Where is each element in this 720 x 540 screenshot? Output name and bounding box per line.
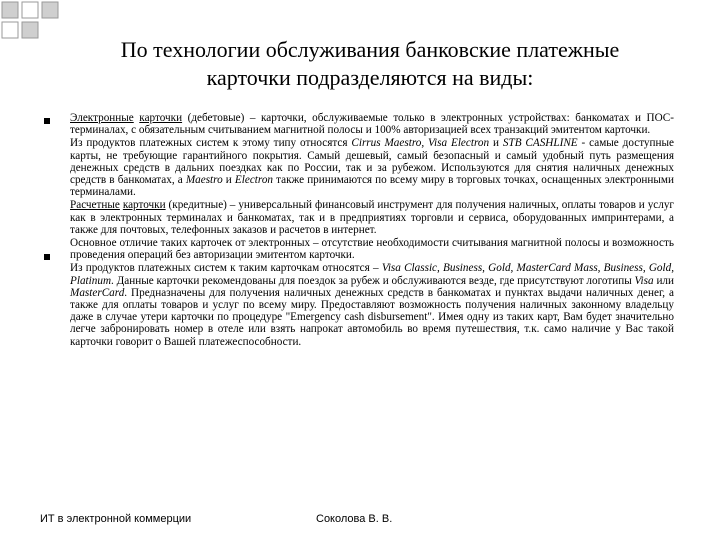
item2-paragraph1 xyxy=(70,199,674,236)
bullet-icon xyxy=(44,254,50,260)
footer-left: ИТ в электронной коммерции xyxy=(40,513,192,525)
text: и xyxy=(222,174,235,187)
content-body xyxy=(70,112,674,349)
item1-paragraph1 xyxy=(70,112,674,136)
title-line-2: карточки подразделяются на виды: xyxy=(206,65,534,90)
text: Cirrus Maestro, Visa Electron xyxy=(351,137,490,150)
footer-center: Соколова В. В. xyxy=(316,513,393,525)
text: и xyxy=(489,137,503,150)
item2-paragraph3 xyxy=(70,262,674,347)
item1-paragraph2 xyxy=(70,137,674,198)
text: . Данные карточки рекомендованы для поездок за рубеж и обслуживаются везде, где присутствуют логотипы xyxy=(111,274,635,287)
text: Visa Classic, Business, Gold, MasterCard Mass, Business, Gold, Platinum xyxy=(70,262,675,287)
text: Maestro xyxy=(185,174,223,187)
item1-term1: Электронные xyxy=(70,112,134,124)
item2-text1: (кредитные) – универсальный финансовый инструмент для получения наличных, оплаты товаров и услуг как в электронных терминалах и банкоматах, так и в предприятиях торговли и сервиса, оборудованных импринтерами, а также для почтовых, телефонных заказов и расчетов в интернет. xyxy=(70,199,675,236)
page-title xyxy=(60,36,680,92)
text: или xyxy=(653,274,674,287)
text: - самые доступные карты, не требующие гарантийного покрытия. Самый дешевый, самый безопасный и самый удобный путь размещения денежных средств в дальних поездках как по России, так и за рубежом. Используются для снятия наличных денежных средств в банкоматах, а xyxy=(70,137,674,187)
item1-term2: карточки xyxy=(139,112,183,124)
text: Visa xyxy=(634,274,654,287)
text: Из продуктов платежных систем к таким карточкам относятся – xyxy=(70,262,382,275)
text: MasterCard xyxy=(70,286,125,299)
text: Из продуктов платежных систем к этому типу относятся xyxy=(70,137,352,150)
decorative-squares xyxy=(0,0,120,40)
text: . Предназначены для получения наличных денежных средств в банкоматах и пунктах выдачи наличных денег, а также для оплаты товаров и услуг по всему миру. Предоставляют возможность получения наличных законному владельцу даже в случае утери карточки по процедуре "Emergency cash disbursement". Имея одну из таких карт, Вам будет значительно легче забронировать номер в отеле или взять напрокат автомобиль во время путешествия, т.к. само наличие у Вас такой карточки говорит о Вашей платежеспособности. xyxy=(70,286,674,348)
text: STB CASHLINE xyxy=(502,137,578,150)
text: Electron xyxy=(234,174,274,187)
item2-term1: Расчетные xyxy=(70,199,120,212)
text: также принимаются по всему миру в торговых точках, оснащенных электронными терминалами. xyxy=(70,174,674,199)
bullet-icon xyxy=(44,118,50,124)
title-line-1: По технологии обслуживания банковские платежные xyxy=(120,37,620,62)
item2-term2: карточки xyxy=(122,199,166,212)
item2-paragraph2: Основное отличие таких карточек от электронных – отсутствие необходимости считывания магнитной полосы и возможность проведения операций без авторизации эмитентом карточки. xyxy=(70,237,674,262)
item1-text1: (дебетовые) – карточки, обслуживаемые только в электронных устройствах: банкоматах и ПОС-терминалах, с обязательным считыванием магнитной полосы и 100% авторизацией всех транзакций эмитентом карточки. xyxy=(70,112,674,137)
